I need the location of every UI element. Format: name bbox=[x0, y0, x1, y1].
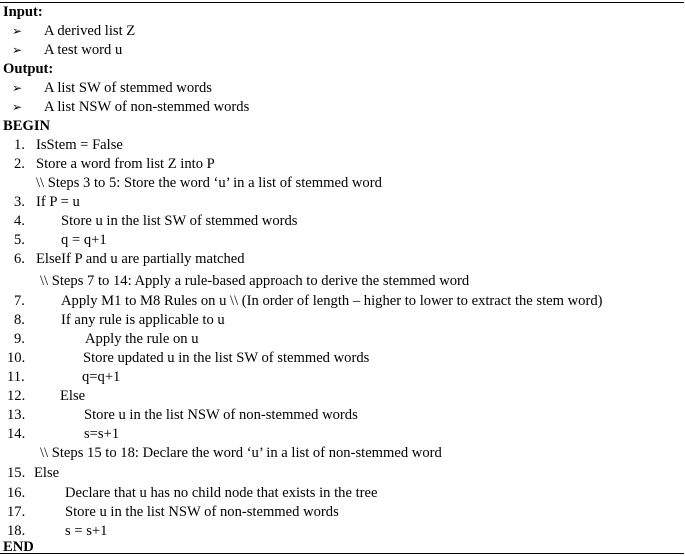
step-text: Apply the rule on u bbox=[85, 331, 199, 347]
end-label: END bbox=[3, 539, 34, 555]
step-line bbox=[14, 311, 225, 330]
step-text: ElseIf P and u are partially matched bbox=[36, 251, 245, 267]
step-number: 14. bbox=[7, 426, 26, 442]
step-text: Store u in the list NSW of non-stemmed words bbox=[84, 407, 358, 423]
step-line bbox=[14, 250, 245, 269]
step-text: Declare that u has no child node that exists in the tree bbox=[65, 485, 378, 501]
arrow-bullet-icon: ➢ bbox=[12, 100, 23, 114]
output-heading: Output: bbox=[3, 61, 54, 77]
step-number: 8. bbox=[14, 312, 25, 328]
input-item: ➢ A test word u bbox=[12, 42, 123, 58]
step-number: 16. bbox=[7, 485, 26, 501]
arrow-bullet-icon: ➢ bbox=[12, 81, 23, 95]
step-text: If any rule is applicable to u bbox=[61, 312, 225, 328]
step-number: 12. bbox=[7, 388, 26, 404]
step-text: Store a word from list Z into P bbox=[36, 156, 215, 172]
step-comment: \\ Steps 15 to 18: Declare the word ‘u’ in a list of non-stemmed word bbox=[40, 445, 442, 461]
step-number: 10. bbox=[7, 350, 26, 366]
step-number: 13. bbox=[7, 407, 26, 423]
step-number: 1. bbox=[14, 137, 25, 153]
step-number: 5. bbox=[14, 232, 25, 248]
step-line bbox=[7, 387, 86, 406]
step-line bbox=[14, 212, 298, 231]
step-number: 15. bbox=[7, 465, 26, 481]
step-number: 11. bbox=[7, 369, 25, 385]
step-line bbox=[14, 231, 107, 250]
step-number: 4. bbox=[14, 213, 25, 229]
step-line bbox=[7, 368, 121, 387]
output-item: ➢ A list SW of stemmed words bbox=[12, 80, 212, 96]
step-text: Apply M1 to M8 Rules on u \\ (In order of length – higher to lower to extract the stem word) bbox=[61, 293, 603, 309]
step-line bbox=[14, 155, 215, 174]
step-number: 2. bbox=[14, 156, 25, 172]
step-text: Store u in the list NSW of non-stemmed words bbox=[65, 504, 339, 520]
step-line bbox=[14, 330, 199, 349]
step-text: If P = u bbox=[36, 194, 80, 210]
step-comment: \\ Steps 7 to 14: Apply a rule-based approach to derive the stemmed word bbox=[40, 273, 470, 289]
step-line bbox=[14, 136, 123, 155]
input-item: ➢ A derived list Z bbox=[12, 23, 136, 39]
step-line bbox=[7, 503, 339, 522]
step-text: Else bbox=[60, 388, 86, 404]
step-text: q = q+1 bbox=[61, 232, 107, 248]
step-number: 6. bbox=[14, 251, 25, 267]
step-line bbox=[14, 292, 603, 311]
step-number: 17. bbox=[7, 504, 26, 520]
step-text: Else bbox=[34, 465, 60, 481]
step-number: 7. bbox=[14, 293, 25, 309]
step-text: Store updated u in the list SW of stemmed words bbox=[83, 350, 370, 366]
step-text: IsStem = False bbox=[36, 137, 123, 153]
arrow-bullet-icon: ➢ bbox=[12, 43, 23, 57]
begin-label: BEGIN bbox=[3, 118, 51, 134]
step-text: s=s+1 bbox=[84, 426, 120, 442]
step-number: 18. bbox=[7, 523, 26, 539]
step-text: s = s+1 bbox=[65, 523, 108, 539]
algorithm-box bbox=[0, 2, 684, 554]
step-line bbox=[7, 464, 60, 483]
step-line bbox=[7, 349, 370, 368]
step-number: 3. bbox=[14, 194, 25, 210]
step-text: Store u in the list SW of stemmed words bbox=[61, 213, 298, 229]
input-heading: Input: bbox=[3, 4, 43, 20]
step-line bbox=[14, 193, 80, 212]
step-line bbox=[7, 406, 358, 425]
step-text: q=q+1 bbox=[82, 369, 121, 385]
step-line bbox=[7, 425, 120, 444]
step-line bbox=[7, 484, 378, 503]
output-item: ➢ A list NSW of non-stemmed words bbox=[12, 99, 250, 115]
arrow-bullet-icon: ➢ bbox=[12, 24, 23, 38]
step-comment: \\ Steps 3 to 5: Store the word ‘u’ in a list of stemmed word bbox=[36, 175, 382, 191]
step-number: 9. bbox=[14, 331, 25, 347]
